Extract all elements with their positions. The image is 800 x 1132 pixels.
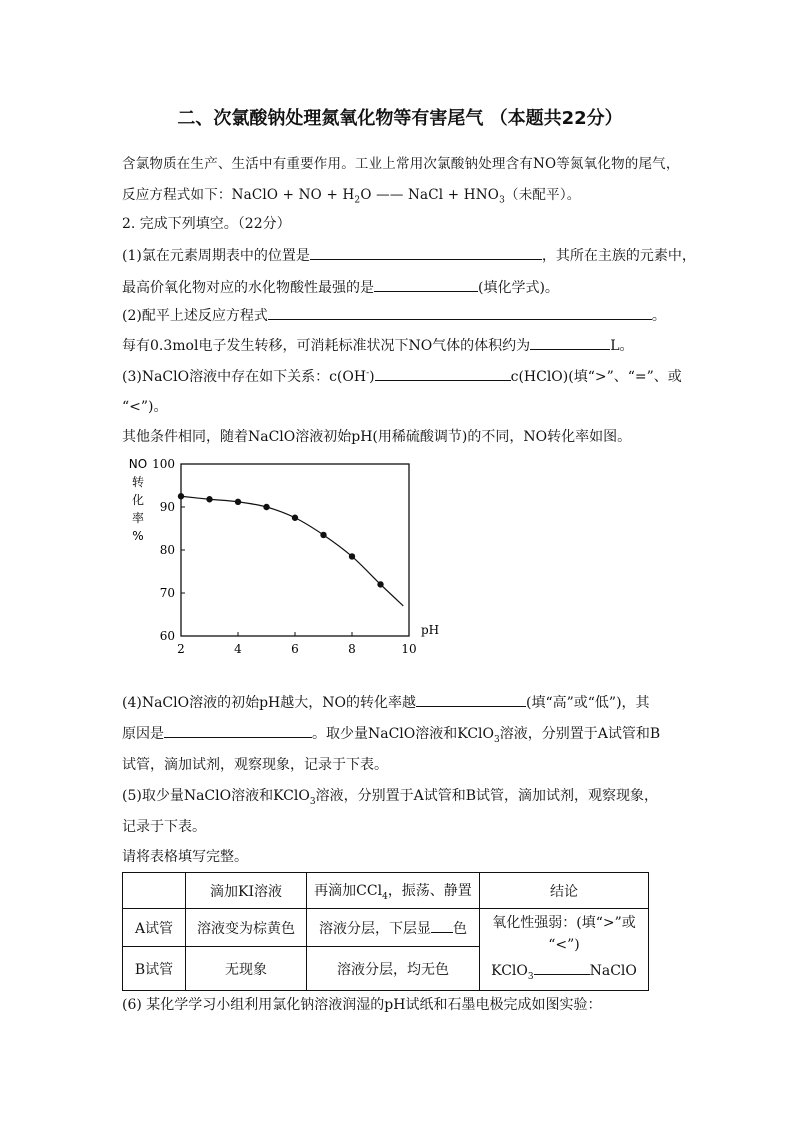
question-4-line-2: 原因是 。取少量NaClO溶液和KClO$_3$溶液，分别置于A试管和B [122,723,660,745]
table-row [123,909,649,947]
conversion-curve [181,496,403,606]
data-point [349,553,355,559]
plot-frame [181,464,409,636]
question-1-line-1: (1)氯在元素周期表中的位置是 ，其所在主族的元素中， [122,245,696,265]
answer-blank[interactable] [416,692,526,707]
answer-blank[interactable] [268,305,652,320]
question-2-heading: 2. 完成下列填空。（22分） [122,216,291,232]
answer-blank[interactable] [164,723,312,738]
question-3-line-1: (3)NaClO溶液中存在如下关系：c(OH-) c(HClO)(填“>”、“=”、或 [122,366,682,386]
results-table [122,872,649,991]
y-tick-label: 100 [152,457,175,471]
table-conclusion-cell: 氧化性强弱：(填“>”或 “<”) KClO$_3$ NaClO [480,909,649,991]
question-1-line-2: 最高价氧化物对应的水化物酸性最强的是 (填化学式)。 [122,277,559,297]
y-tick-label: 70 [159,586,175,600]
y-axis-label: 转 [131,475,145,489]
table-cell: 溶液分层，均无色 [307,947,480,991]
table-row [123,873,649,909]
data-point [263,504,269,510]
x-tick-label: 2 [177,642,185,656]
y-axis-label: % [132,529,144,543]
question-4-line-3: 试管，滴加试剂，观察现象，记录于下表。 [122,757,388,773]
question-5-line-1: (5)取少量NaClO溶液和KClO$_3$溶液，分别置于A试管和B试管，滴加试剂，观察现象， [122,788,658,807]
answer-blank[interactable] [374,277,478,292]
answer-blank[interactable] [375,366,511,381]
table-header-ki: 滴加KI溶液 [186,873,307,909]
y-axis-label: 化 [131,493,145,507]
y-tick-label: 90 [159,500,175,514]
x-tick-label: 6 [291,642,299,656]
table-row-label-a: A试管 [123,909,186,947]
question-4-line-1: (4)NaClO溶液的初始pH越大，NO的转化率越 (填“高”或“低”)，其 [122,692,650,712]
data-point [206,496,212,502]
data-point [292,515,298,521]
chart-marks [178,493,403,606]
y-axis-label: 率 [131,511,145,525]
y-tick-label: 60 [159,629,175,643]
chart-axes [129,457,439,656]
question-3-line-2: “<”)。 [122,399,168,415]
x-tick-label: 4 [234,642,242,656]
table-cell: 无现象 [186,947,307,991]
intro-line-2: 反应方程式如下：NaClO + NO + $H_2O$ —— NaCl + $HNO_3$（未配平）。 [122,187,581,206]
x-tick-label: 10 [401,642,417,656]
table-cell [123,873,186,909]
answer-blank[interactable] [534,960,590,975]
question-5-line-3: 请将表格填写完整。 [122,849,248,865]
question-3-line-3: 其他条件相同，随着NaClO溶液初始pH(用稀硫酸调节)的不同，NO转化率如图。 [122,429,632,445]
question-2-line-2: 每有0.3mol电子发生转移，可消耗标准状况下NO气体的体积约为 L。 [122,335,633,355]
answer-blank[interactable] [530,335,610,350]
data-point [178,493,184,499]
question-2-line-1: (2)配平上述反应方程式 。 [122,305,666,325]
no-conversion-chart [122,452,452,664]
table-cell: 溶液分层，下层显 色 [307,909,480,947]
table-header-ccl4: 再滴加CCl$_4$，振荡、静置 [307,873,480,909]
data-point [377,581,383,587]
answer-blank[interactable] [310,245,542,260]
y-axis-label: NO [128,457,148,471]
data-point [235,499,241,505]
table-cell: 溶液变为棕黄色 [186,909,307,947]
x-axis-label: pH [421,623,440,637]
answer-blank[interactable] [431,918,453,933]
table-row-label-b: B试管 [123,947,186,991]
intro-line-1: 含氯物质在生产、生活中有重要作用。工业上常用次氯酸钠处理含有NO等氮氧化物的尾气， [122,156,680,172]
section-title: 二、次氯酸钠处理氮氧化物等有害尾气 （本题共22分） [177,108,623,129]
question-5-line-2: 记录于下表。 [122,819,206,835]
x-tick-label: 8 [348,642,356,656]
question-6-line-1: (6) 某化学学习小组利用氯化钠溶液润湿的pH试纸和石墨电极完成如图实验： [122,997,602,1013]
y-tick-label: 80 [159,543,175,557]
data-point [320,532,326,538]
table-header-conclusion: 结论 [480,873,649,909]
